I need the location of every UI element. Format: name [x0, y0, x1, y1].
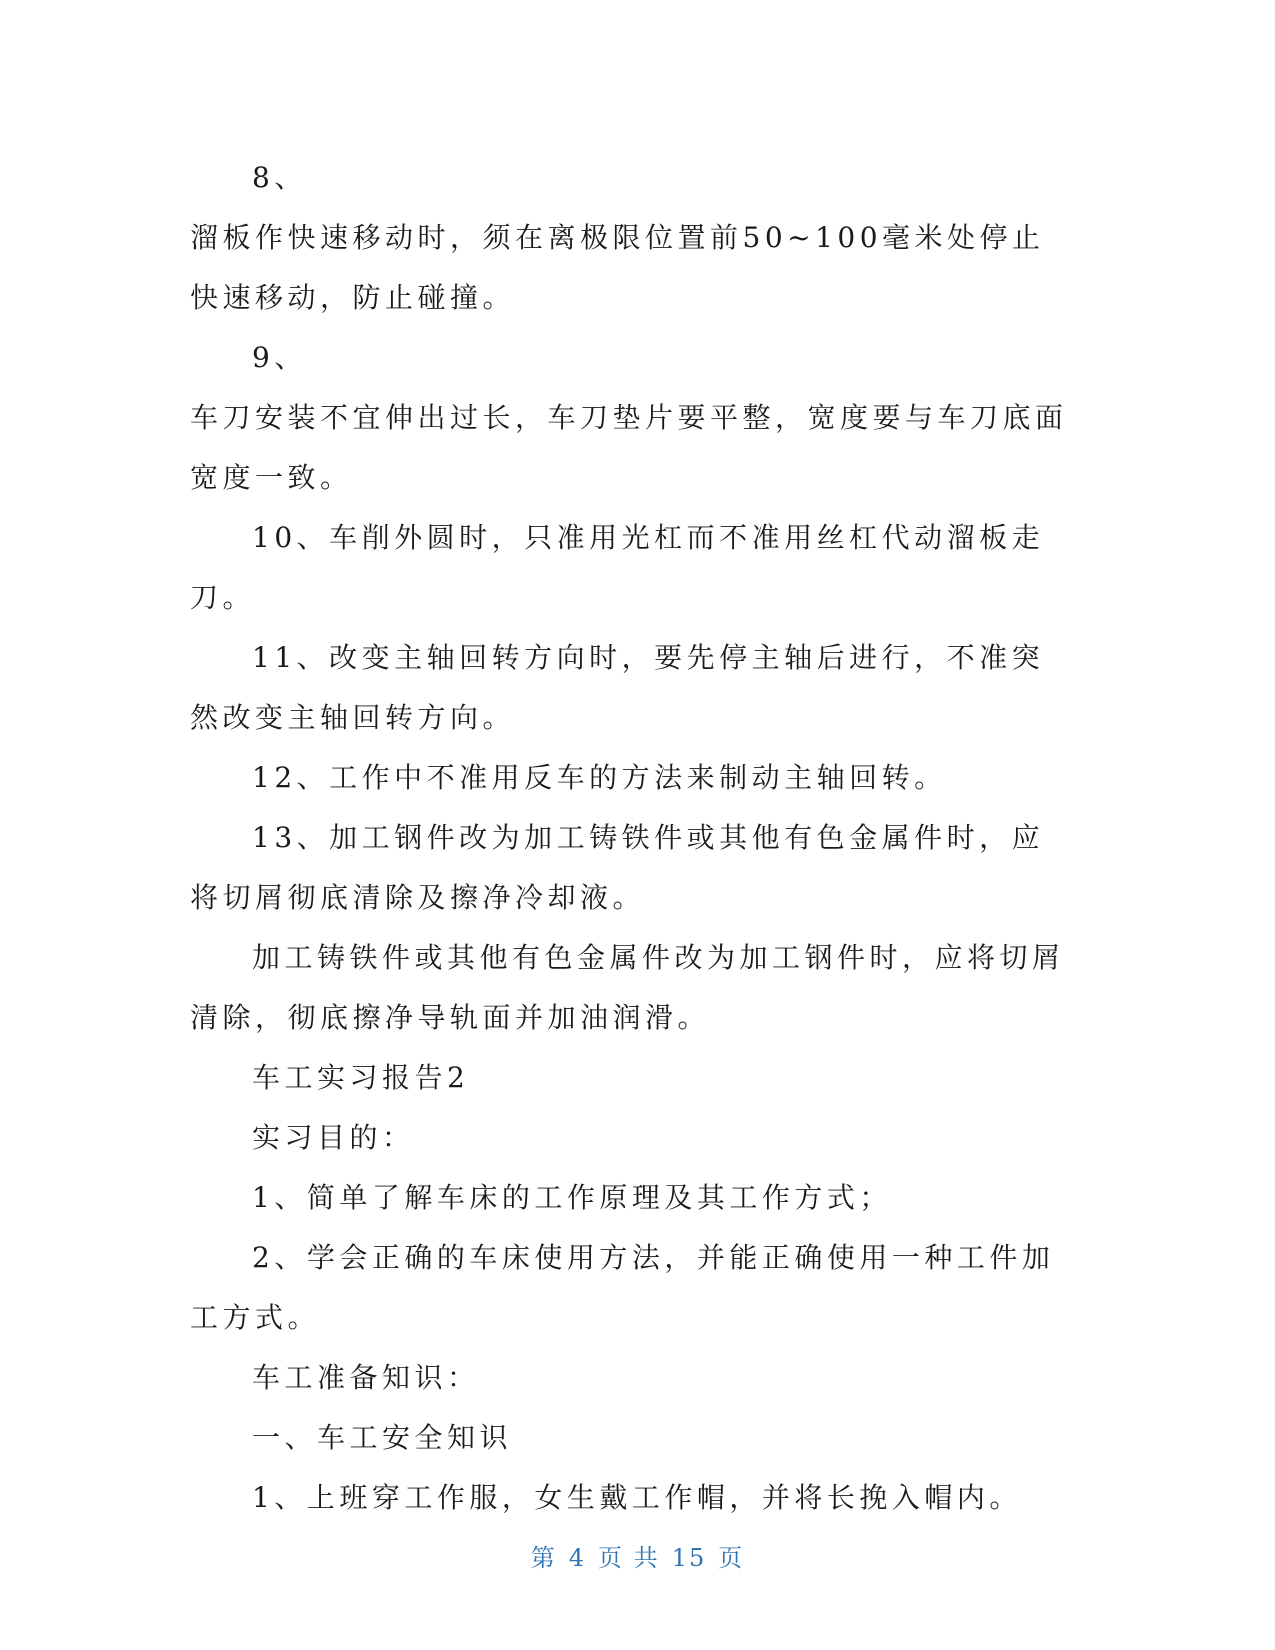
item-8-number: 8、: [252, 161, 307, 194]
item-13: 13、加工钢件改为加工铸铁件或其他有色金属件时，应将切屑彻底清除及擦净冷却液。: [190, 821, 1045, 914]
footer-current-page: 4: [568, 1544, 587, 1572]
item-11: 11、改变主轴回转方向时，要先停主轴后进行，不准突然改变主轴回转方向。: [190, 641, 1045, 734]
item-8-body: 溜板作快速移动时，须在离极限位置前50~100毫米处停止快速移动，防止碰撞。: [190, 221, 1045, 314]
prep-heading: 车工准备知识：: [252, 1361, 480, 1394]
safety-item-1: 1、上班穿工作服，女生戴工作帽，并将长挽入帽内。: [252, 1481, 1022, 1514]
page-footer: [0, 1538, 1275, 1573]
document-body: [190, 148, 1070, 1528]
item-9-body: 车刀安装不宜伸出过长，车刀垫片要平整，宽度要与车刀底面宽度一致。: [190, 401, 1068, 494]
safety-heading: 一、车工安全知识: [252, 1421, 513, 1454]
item-9-number: 9、: [252, 341, 307, 374]
footer-total-pages: 15: [671, 1544, 707, 1572]
report-title: 车工实习报告2: [252, 1061, 470, 1094]
purpose-heading: 实习目的：: [252, 1121, 415, 1154]
footer-middle: 页 共: [598, 1544, 660, 1572]
item-10: 10、车削外圆时，只准用光杠而不准用丝杠代动溜板走刀。: [190, 521, 1045, 614]
purpose-item-1: 1、简单了解车床的工作原理及其工作方式；: [252, 1181, 892, 1214]
purpose-item-2: 2、学会正确的车床使用方法，并能正确使用一种工件加工方式。: [190, 1241, 1055, 1334]
item-12: 12、工作中不准用反车的方法来制动主轴回转。: [252, 761, 947, 794]
item-13-continuation: 加工铸铁件或其他有色金属件改为加工钢件时，应将切屑清除，彻底擦净导轨面并加油润滑。: [190, 941, 1065, 1034]
footer-prefix: 第: [530, 1544, 557, 1572]
footer-suffix: 页: [718, 1544, 745, 1572]
